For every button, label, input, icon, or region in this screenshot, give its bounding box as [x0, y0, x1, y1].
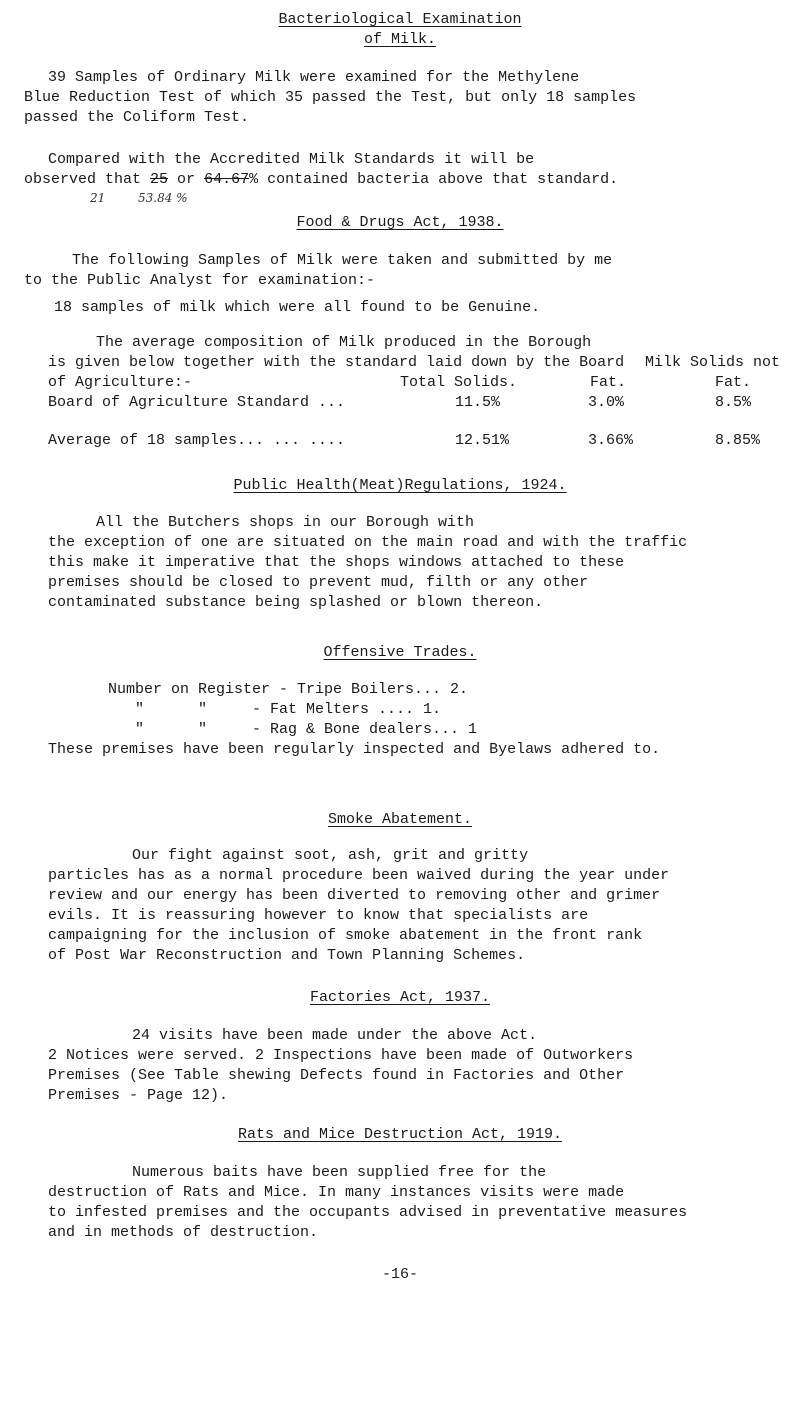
text-line: Blue Reduction Test of which 35 passed the Test, but only 18 samples: [24, 89, 637, 106]
offensive-trades-title: Offensive Trades.: [323, 644, 477, 661]
struck-value: 64.67: [204, 171, 250, 188]
text-line: 2 Notices were served. 2 Inspections have been made of Outworkers: [48, 1047, 634, 1064]
text-line: premises should be closed to prevent mud, filth or any other: [48, 574, 589, 591]
text-line: of Agriculture:-: [48, 374, 193, 391]
text-line: The average composition of Milk produced in the Borough: [96, 334, 592, 351]
table-cell-fat: 3.66%: [588, 432, 634, 449]
text-line: and in methods of destruction.: [48, 1224, 319, 1241]
smoke-abatement-title: Smoke Abatement.: [327, 811, 473, 828]
factories-act-paragraph: [48, 1026, 798, 1106]
bacteriological-paragraph-1: [24, 68, 784, 128]
text-line: to infested premises and the occupants advised in preventative measures: [48, 1204, 688, 1221]
rats-mice-paragraph: [48, 1163, 798, 1243]
table-header-solids-not-fat: Fat.: [715, 374, 752, 391]
bacteriological-title: Bacteriological Examination: [278, 11, 522, 28]
public-health-paragraph: [48, 513, 798, 613]
table-cell-total-solids: 12.51%: [455, 432, 510, 449]
bacteriological-subtitle: of Milk.: [363, 31, 436, 48]
text-line: [24, 170, 784, 190]
factories-act-title: Factories Act, 1937.: [309, 989, 491, 1006]
register-line: " " - Fat Melters .... 1.: [108, 701, 442, 718]
text-line: evils. It is reassuring however to know that specialists are: [48, 907, 589, 924]
text-line: All the Butchers shops in our Borough with: [96, 514, 475, 531]
text-line: 39 Samples of Ordinary Milk were examined for the Methylene: [48, 69, 580, 86]
text-line: passed the Coliform Test.: [24, 109, 250, 126]
handwritten-correction-percent: 53.84 %: [138, 191, 188, 205]
text-line: The following Samples of Milk were taken and submitted by me: [72, 252, 613, 269]
table-cell-total-solids: 11.5%: [455, 394, 501, 411]
handwritten-correction-count: 21: [90, 191, 106, 205]
text-line: contaminated substance being splashed or blown thereon.: [48, 594, 544, 611]
text-line: destruction of Rats and Mice. In many instances visits were made: [48, 1184, 625, 1201]
text-line: is given below together with the standard laid down by the Board: [48, 354, 625, 371]
page-number: -16-: [381, 1266, 418, 1283]
text-line: to the Public Analyst for examination:-: [24, 272, 376, 289]
text-line: Premises (See Table shewing Defects found in Factories and Other: [48, 1067, 625, 1084]
text-line: of Post War Reconstruction and Town Planning Schemes.: [48, 947, 526, 964]
struck-value: 25: [150, 171, 169, 188]
text-line: 24 visits have been made under the above Act.: [132, 1027, 538, 1044]
text-line: the exception of one are situated on the main road and with the traffic: [48, 534, 688, 551]
text-line: Numerous baits have been supplied free for the: [132, 1164, 547, 1181]
text-line: Premises - Page 12).: [48, 1087, 229, 1104]
table-header-total-solids: Total Solids.: [400, 374, 518, 391]
table-cell-solids-not-fat: 8.85%: [715, 432, 761, 449]
table-row-label: Board of Agriculture Standard ...: [48, 394, 346, 411]
offensive-trades-list: [108, 680, 788, 740]
text-fragment: or: [168, 171, 205, 188]
offensive-trades-closing: These premises have been regularly inspected and Byelaws adhered to.: [48, 741, 661, 758]
text-line: review and our energy has been diverted to removing other and grimer: [48, 887, 661, 904]
text-line: campaigning for the inclusion of smoke abatement in the front rank: [48, 927, 643, 944]
table-header-milk-solids: Milk Solids not: [645, 354, 781, 371]
food-drugs-paragraph-2: 18 samples of milk which were all found to be Genuine.: [54, 299, 541, 316]
rats-mice-title: Rats and Mice Destruction Act, 1919.: [237, 1126, 563, 1143]
bacteriological-paragraph-2: [24, 150, 784, 190]
text-fragment: observed that: [24, 171, 151, 188]
public-health-title: Public Health(Meat)Regulations, 1924.: [233, 477, 567, 494]
text-line: particles has as a normal procedure been waived during the year under: [48, 867, 670, 884]
smoke-abatement-paragraph: [48, 846, 798, 966]
table-header-fat: Fat.: [590, 374, 627, 391]
food-drugs-paragraph-1: [24, 251, 784, 291]
text-line: Compared with the Accredited Milk Standards it will be: [48, 151, 535, 168]
text-line: this make it imperative that the shops windows attached to these: [48, 554, 625, 571]
table-cell-fat: 3.0%: [588, 394, 625, 411]
table-cell-solids-not-fat: 8.5%: [715, 394, 752, 411]
text-fragment: % contained bacteria above that standard.: [249, 171, 619, 188]
text-line: Our fight against soot, ash, grit and gritty: [132, 847, 529, 864]
register-line: Number on Register - Tripe Boilers... 2.: [108, 681, 469, 698]
food-drugs-title: Food & Drugs Act, 1938.: [296, 214, 504, 231]
register-line: " " - Rag & Bone dealers... 1: [108, 721, 478, 738]
table-row-label: Average of 18 samples... ... ....: [48, 432, 346, 449]
